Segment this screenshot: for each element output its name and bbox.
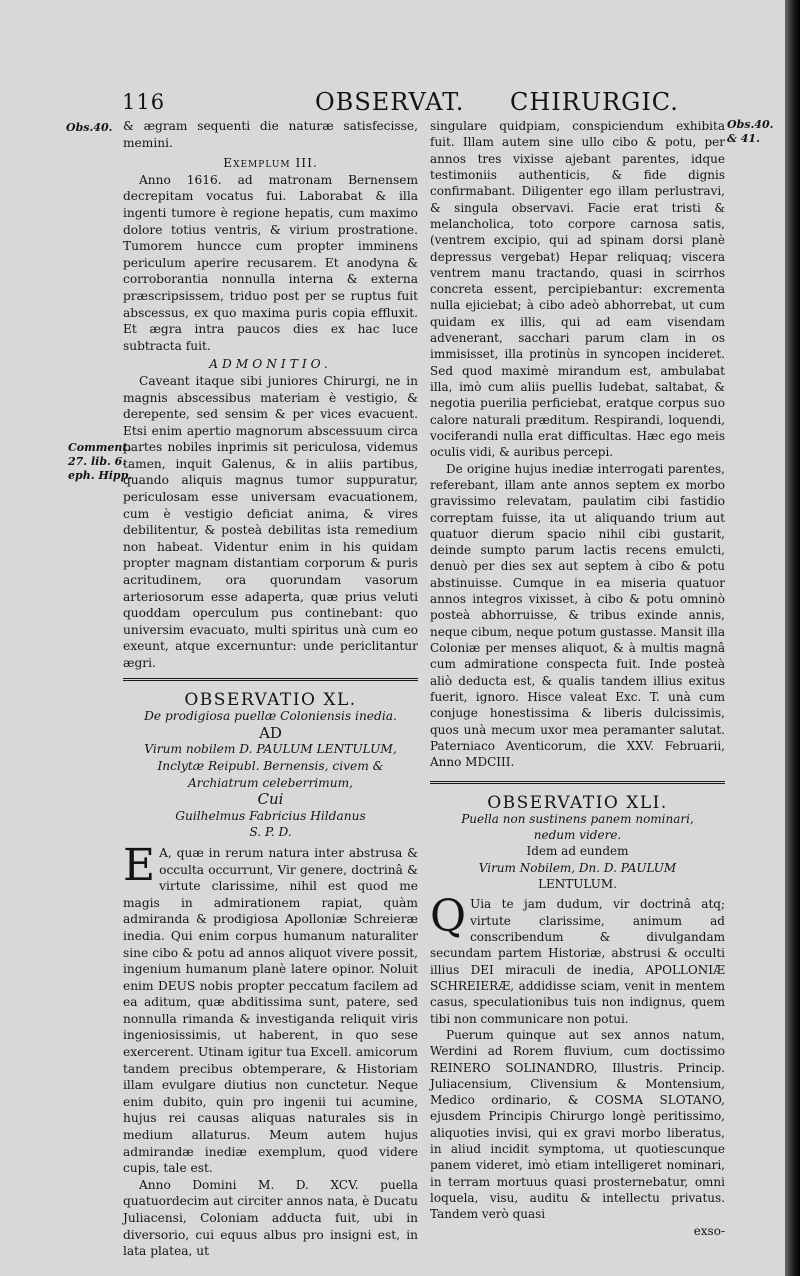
section-heading: ADMONITIO. bbox=[209, 357, 332, 372]
observation-title: OBSERVATIO XLI. bbox=[487, 792, 668, 813]
page-edge-shadow bbox=[785, 0, 800, 1276]
margin-note-line: Comment. bbox=[68, 441, 132, 454]
paragraph: & ægram sequenti die naturæ satisfecisse, memini. bbox=[123, 119, 418, 150]
dedication-line: Virum Nobilem, Dn. D. PAULUM bbox=[478, 860, 677, 875]
divider bbox=[430, 781, 725, 787]
dedication-line: Inclytæ Reipubl. Bernensis, civem & Archiatrum celeberrimum, bbox=[157, 758, 384, 790]
divider bbox=[123, 678, 418, 684]
margin-note-line: eph. Hipp. bbox=[68, 469, 133, 482]
page-number: 116 bbox=[122, 90, 166, 114]
catchword: exso- bbox=[693, 1223, 725, 1238]
header-title-right: CHIRURGIC. bbox=[510, 88, 679, 116]
dedication-line: Virum nobilem D. PAULUM LENTULUM, bbox=[144, 742, 397, 757]
margin-note-obs-left: Obs.40. bbox=[66, 121, 113, 134]
paragraph bbox=[123, 839, 418, 1177]
paragraph: singulare quidpiam, conspiciendum exhibita fuit. Illam autem sine ullo cibo & potu, per annos tres vixisse ajebant parentes, idque testimoniis authenticis, & fide dignis confirmabant. Diligenter ego illam perlustravi, & singula observavi. Facie erat tristi & melancholica, toto corpore carnosa satis, (ventrem excipio, qui ad spinam dorsi planè depressus vergebat) Hepar reliquaq; viscera ventrem manu tractando, quasi in scirrhos concreta essent, percipiebantur: excrementa nulla ejiciebat; à cibo adeò abhorrebat, ut cum quidam ex illis, qui ad eam visendam advenerant, sacchari parum clam in os immisisset, illa protinùs in syncopen incideret. Sed quod maximè mirandum est, ambulabat illa, imò cum aliis puellis ludebat, saltabat, & negotia puerilia perficiebat, eratque corpus suo calore naturali præditum. Respirandi, loquendi, vociferandi nulla erat difficultas. Hæc ego meis oculis vidi, & auribus percepi. bbox=[430, 119, 725, 460]
observation-subtitle: De prodigiosa puellæ Coloniensis inedia. bbox=[144, 709, 397, 724]
dedication-line: LENTULUM. bbox=[538, 877, 617, 892]
paragraph bbox=[430, 891, 725, 1027]
paragraph: Caveant itaque sibi juniores Chirurgi, ne in magnis abscessibus materiam è vestigio, & derepente, sed sensim & per vices evacuent. Etsi enim apertio magnorum abscessuum circa partes nobiles inprimis sit periculosa, videmus tamen, inquit Galenus, & in aliis partibus, quando aliquis magnus tumor suppuratur, periculosam esse universam evacuationem, cum è vestigio deficiat anima, & vires debilitentur, & posteà debilitas ista remedium non habeat. Videntur enim in his quidam propter magnam distantiam corporum & puris acritudinem, ora quorundam vasorum arteriosorum esse adaperta, quæ prius veluti quoddam operculum pus continebant: quo universim evacuato, multi spiritus unà cum eo exeunt, atque excernuntur: unde periclitantur ægri. bbox=[123, 373, 418, 670]
header-title-left: OBSERVAT. bbox=[315, 88, 465, 116]
paragraph: Puerum quinque aut sex annos natum, Werdini ad Rorem fluvium, cum doctissimo REINERO SOLINANDRO, Illustris. Princip. Juliacensium, Clivensium & Montensium, Medico ordinario, & COSMA SLOTANO, ejusdem Principis Chirurgo longè peritissimo, aliquoties invisi, qui ex gravi morbo liberatus, in aliud incidit symptoma, ut quotiescunque panem videret, imò etiam intelligeret nominari, in terram mortuus quasi prosternebatur, omni loquela, visu, auditu & intellectu privatus. Tandem verò quasi bbox=[430, 1027, 725, 1222]
salutation: S. P. D. bbox=[249, 825, 292, 840]
margin-note-obs-right: Obs.40. & 41. bbox=[727, 118, 774, 145]
observation-title: OBSERVATIO XL. bbox=[184, 689, 357, 710]
dedication-cui: Cui bbox=[257, 790, 284, 809]
paragraph-text: Uia te jam dudum, vir doctrinâ atq; virtute clarissime, animum ad conscribendum & divulgandam secundam partem Historiæ, abstrusi & occulti illius DEI miraculi de inedia, APOLLONIÆ SCHREIERÆ, addidisse sciam, venit in mentem casus, speculationibus tuis non indignus, quem tibi non communicare non potui. bbox=[430, 897, 725, 1026]
margin-note-line: 27. lib. 6. bbox=[68, 455, 127, 468]
running-header bbox=[70, 88, 770, 118]
right-column bbox=[430, 118, 725, 1239]
author-line: Guilhelmus Fabricius Hildanus bbox=[175, 808, 366, 823]
paragraph-text: A, quæ in rerum natura inter abstrusa & occulta occurrunt, Vir genere, doctrinâ & virtute clarissime, nihil est quod me magis in admirationem rapiat, quàm admiranda & prodigiosa Apolloniæ Schreieræ inedia. Qui enim corpus humanum naturaliter sine cibo & potu ad annos aliquot vivere possit, ingenium humanum planè latere opinor. Noluit enim DEUS nobis propter peccatum facilem ad ea aditum, quæ abditissima sunt, patere, sed nonnulla rimanda & investiganda reliquit viris ingeniosissimis, ut haberent, in quo sese exercerent. Utinam igitur tua Excell. amicorum tandem precibus obtemperare, & Historiam illam evulgare diutius non cunctetur. Neque enim dubito, quin pro ingenii tui acumine, hujus rei causas aliquas naturales sis in medium allaturus. Meum autem hujus admirandæ inediæ exemplum, quod videre cupis, tale est. bbox=[123, 845, 418, 1176]
observation-subtitle: Puella non sustinens panem nominari, bbox=[461, 811, 694, 826]
observation-subtitle: nedum videre. bbox=[533, 828, 622, 843]
section-heading: Exemplum III. bbox=[223, 156, 318, 171]
left-column bbox=[123, 118, 418, 1260]
drop-cap: E bbox=[123, 839, 156, 891]
paragraph: Anno 1616. ad matronam Bernensem decrepitam vocatus fui. Laborabat & illa ingenti tumore è regione hepatis, cum maximo dolore totius ventris, & virium prostratione. Tumorem huncce cum propter imminens periculum aperire recusarem. Et anodyna & corroborantia nonnulla interna & externa præscripsissem, triduo post per se ruptus fuit abscessus, ex quo maxima puris copia effluxit. Et ægra intra paucos dies ex hac luce subtracta fuit. bbox=[123, 172, 418, 353]
paragraph: De origine hujus inediæ interrogati parentes, referebant, illam ante annos septem ex morbo gravissimo relevatam, paulatim cibi fastidio correptam fuisse, ita ut aliquando trium aut quatuor dierum spacio nihil cibi gustarit, deinde sumpto parum lactis recens emulcti, denuò per dies sex aut septem à cibo & potu abstinuisse. Cumque in ea miseria quatuor annos integros vixisset, à cibo & potu omninò posteà abhorruisse, & tribus exinde annis, neque cibum, neque potum gustasse. Mansit illa Coloniæ per menses aliquot, & à multis magnâ cum admiratione conspecta fuit. Inde posteà aliò deducta est, & qualis tandem illius exitus fuerit, ignoro. Hisce valeat Exc. T. unà cum conjuge honestissima & liberis dulcissimis, quos unà mecum uxor mea peramanter salutat. Paterniaco Aventicorum, die XXV. Februarii, Anno MDCIII. bbox=[430, 461, 726, 770]
paragraph: Anno Domini M. D. XCV. puella quatuordecim aut circiter annos nata, è Ducatu Juliacensi, Coloniam adducta fuit, ubi in diversorio, cui equus albus pro insigni est, in lata platea, ut bbox=[123, 1177, 418, 1259]
dedication-line: Idem ad eundem bbox=[526, 844, 629, 859]
dedication-ad: AD bbox=[259, 723, 282, 742]
drop-cap: Q bbox=[430, 891, 467, 943]
